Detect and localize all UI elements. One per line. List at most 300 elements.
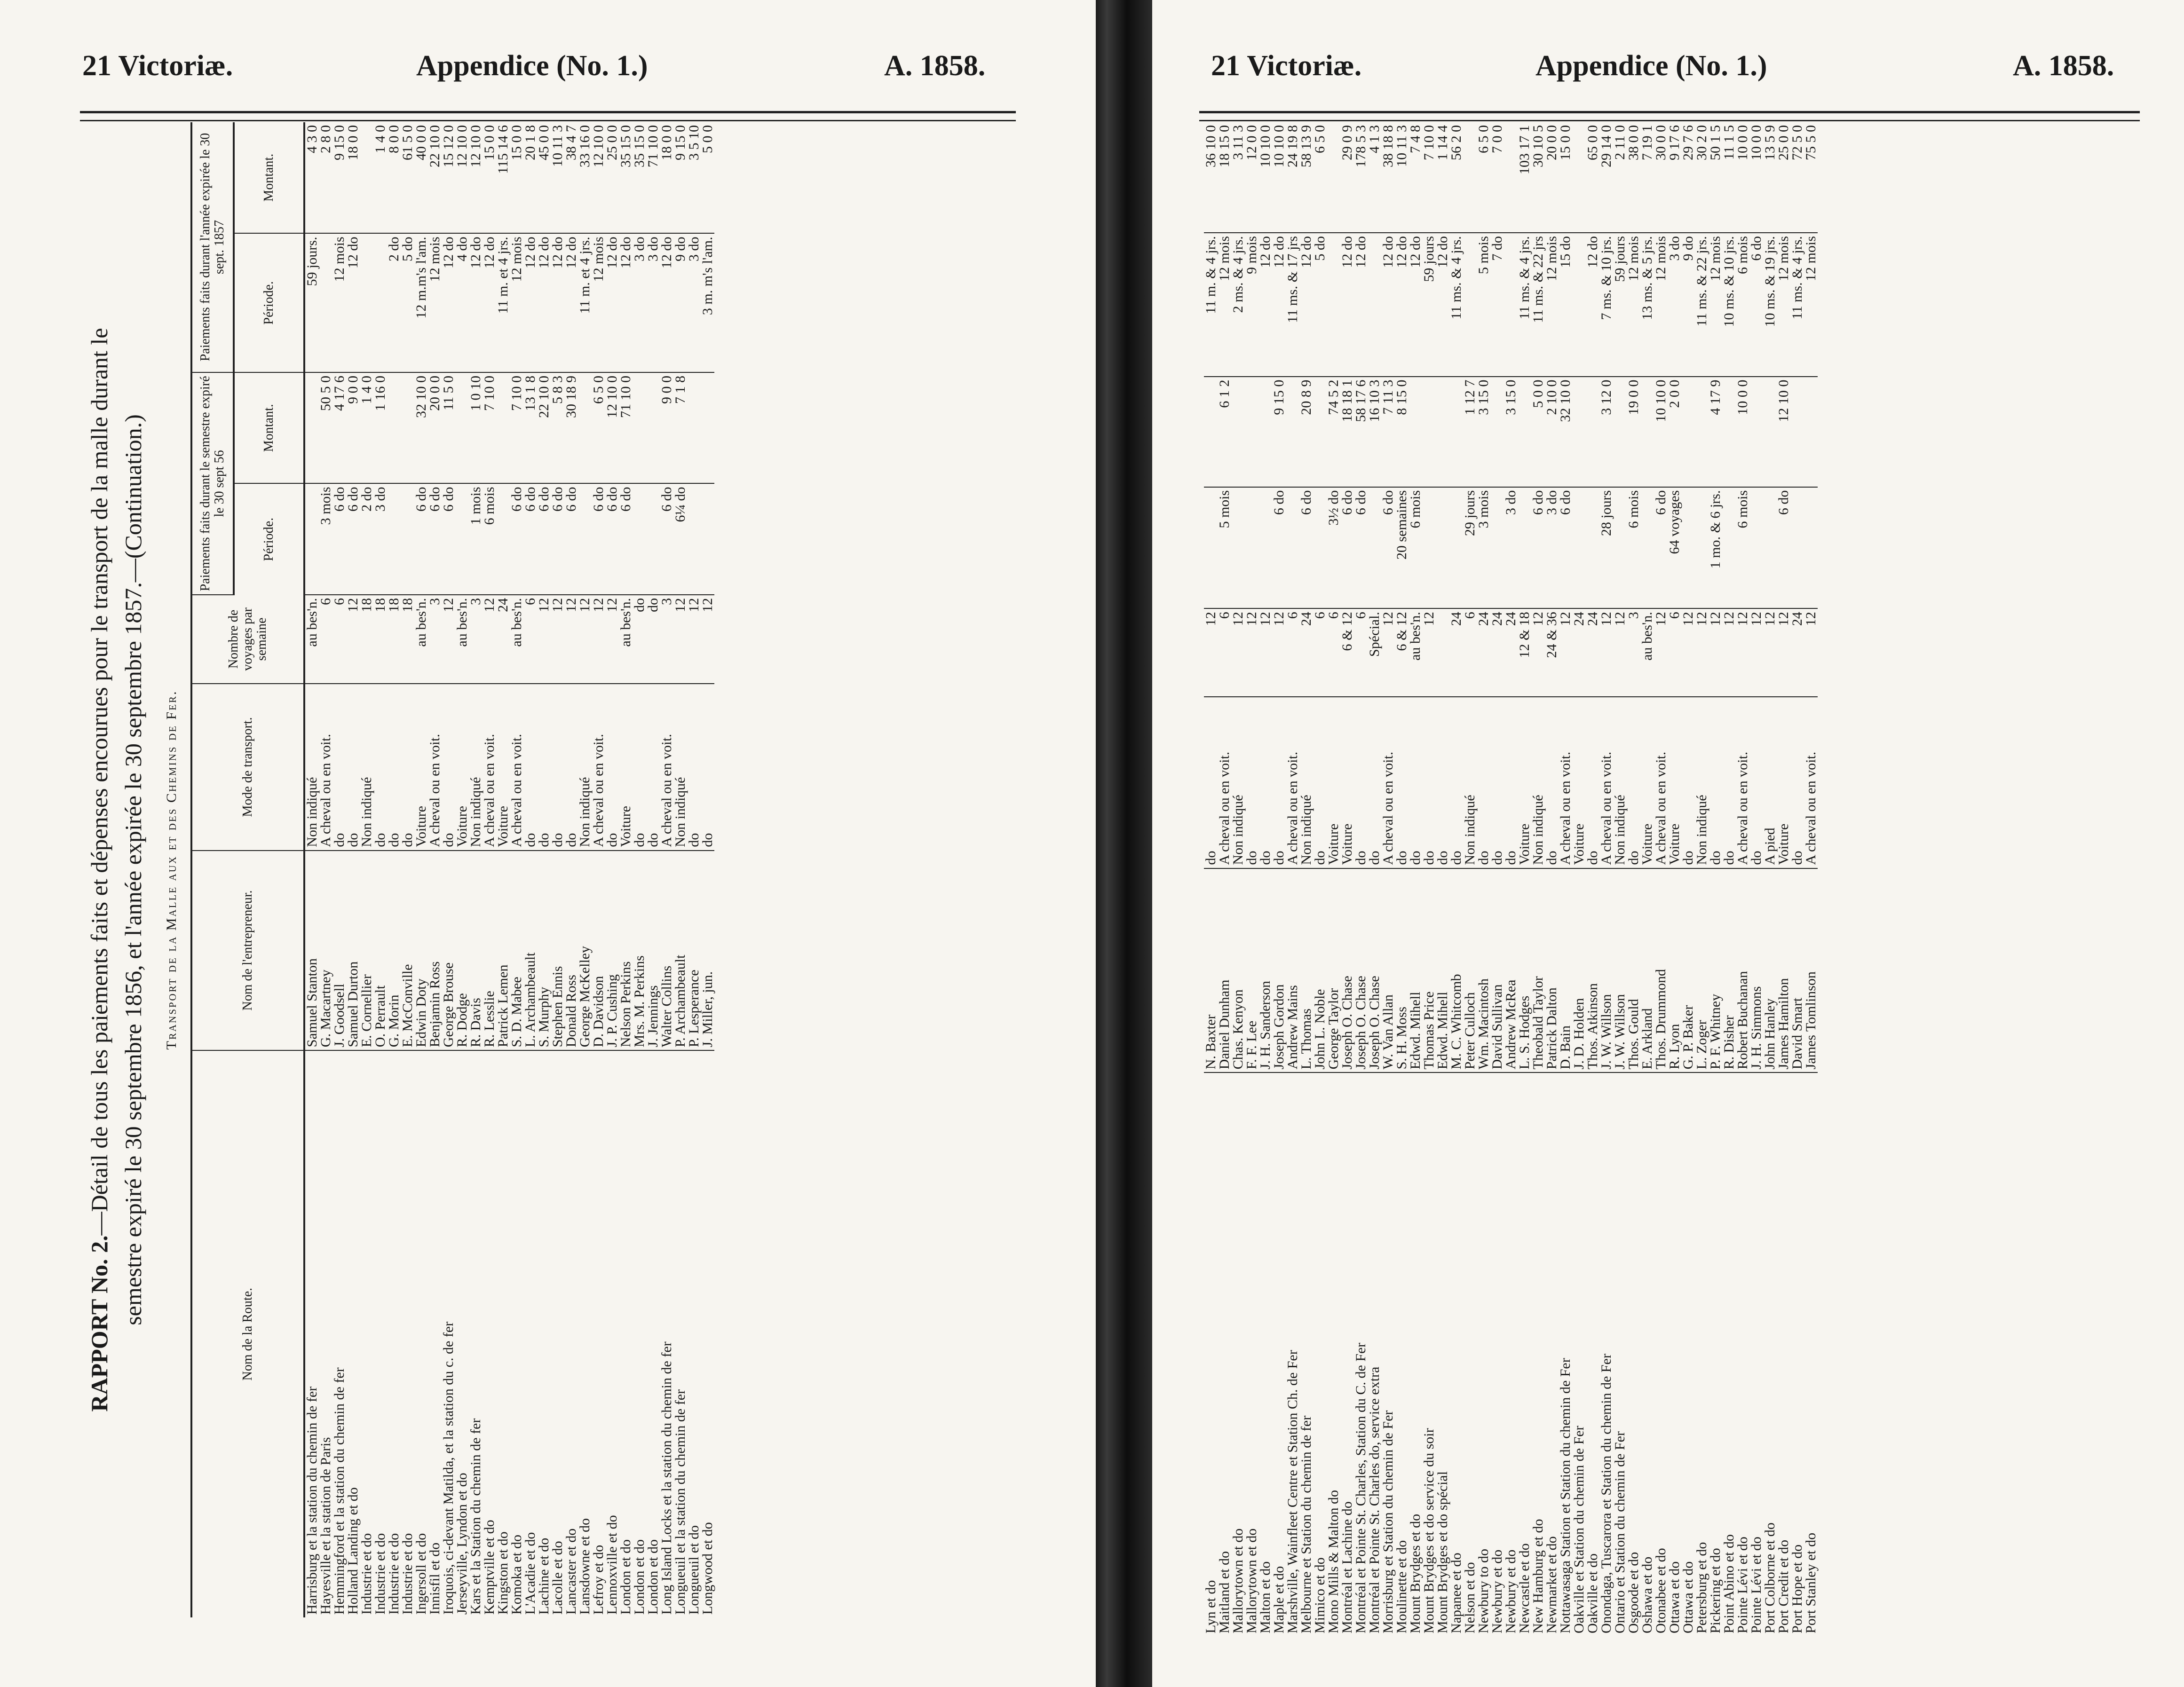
mode-cell: do xyxy=(523,684,537,851)
contractor-cell: L. S. Hodges xyxy=(1518,868,1531,1073)
year-amount-cell: 7 19 1 xyxy=(1640,122,1654,233)
route-cell: Longueuil et do xyxy=(686,1525,702,1615)
semester-amount-cell xyxy=(1749,377,1763,487)
route-cell: Port Colborne et do xyxy=(1762,1522,1778,1633)
route-cell: Nelson et do xyxy=(1462,1562,1478,1633)
route-cell: Ingersoll et do xyxy=(413,1533,429,1615)
route-cell: Industrie et do xyxy=(359,1533,374,1615)
route-cell: Mono Mills & Malton do xyxy=(1326,1490,1341,1633)
semester-amount-cell: 9 0 0 xyxy=(346,372,360,483)
route-cell: L'Acadie et do xyxy=(522,1532,538,1615)
route-cell: Montréal et Lachine do xyxy=(1339,1501,1355,1633)
contractor-cell: E. McConville xyxy=(401,851,414,1051)
mode-cell: Voiture xyxy=(1518,697,1531,868)
year-amount-cell: 3 5 10 xyxy=(687,122,701,233)
semester-amount-cell: 1 12 7 xyxy=(1463,377,1477,487)
year-period-cell: 12 mois xyxy=(1218,233,1231,377)
mode-cell: Voiture xyxy=(619,684,633,851)
mode-cell: do xyxy=(1368,697,1381,868)
route-cell: Ottawa et do xyxy=(1680,1561,1696,1633)
route-cell: Newcastle et do xyxy=(1517,1543,1532,1633)
semester-amount-cell: 4 17 6 xyxy=(332,372,346,483)
route-cell: Mallorytown et do xyxy=(1230,1528,1246,1633)
contractor-cell: Samuel Durton xyxy=(346,851,360,1051)
trips-cell: 12 xyxy=(442,595,455,684)
year-period-cell: 9 mois xyxy=(1245,233,1258,377)
semester-period-cell: 6 do xyxy=(442,483,455,594)
table-row xyxy=(619,122,633,1617)
semester-amount-cell: 12 10 0 xyxy=(605,372,619,483)
contractor-cell: George Brouse xyxy=(442,851,455,1051)
semester-amount-cell: 20 8 9 xyxy=(1299,377,1313,487)
trips-cell: 24 & 36 xyxy=(1545,608,1559,697)
semester-amount-cell xyxy=(496,372,510,483)
year-amount-cell xyxy=(1504,122,1518,233)
trips-cell: 18 xyxy=(373,595,387,684)
semester-period-cell: 6 do xyxy=(660,483,673,594)
mode-cell: A cheval ou en voit. xyxy=(1599,697,1613,868)
mode-cell: Non indiqué xyxy=(469,684,483,851)
year-period-cell: 11 ms. & 4 jrs. xyxy=(1790,233,1804,377)
trips-cell: 6 xyxy=(1327,608,1340,697)
semester-amount-cell: 11 5 0 xyxy=(442,372,455,483)
semester-amount-cell xyxy=(387,372,401,483)
contractor-cell: R. Lesslie xyxy=(483,851,496,1051)
semester-period-cell: 6 do xyxy=(1299,487,1313,609)
year-amount-cell: 24 19 8 xyxy=(1286,122,1299,233)
col-period-1: Période. xyxy=(234,483,304,594)
trips-cell: 6 xyxy=(1354,608,1368,697)
mode-cell: do xyxy=(442,684,455,851)
title-line-1: —Détail de tous les paiements faits et dépenses encourues pour le transport de la malle durant le xyxy=(86,328,112,1236)
semester-period-cell xyxy=(1790,487,1804,609)
year-amount-cell: 6 5 0 xyxy=(1313,122,1327,233)
year-amount-cell: 8 0 0 xyxy=(387,122,401,233)
semester-period-cell: 1 mois xyxy=(469,483,483,594)
trips-cell: 12 xyxy=(1272,608,1286,697)
table-row xyxy=(401,122,414,1617)
contractor-cell: E. Cornellier xyxy=(360,851,373,1051)
route-cell: New Hamburg et do xyxy=(1530,1519,1546,1633)
contractor-cell: John Hanley xyxy=(1763,868,1777,1073)
year-period-cell: 12 m.m's l'am. xyxy=(414,233,428,372)
year-period-cell: 9 do xyxy=(1681,233,1695,377)
semester-amount-cell: 13 1 8 xyxy=(523,372,537,483)
semester-period-cell xyxy=(401,483,414,594)
route-cell: Lefroy et do xyxy=(591,1545,606,1615)
table-row xyxy=(1763,122,1777,1636)
trips-cell xyxy=(1436,608,1449,697)
mode-cell: A cheval ou en voit. xyxy=(510,684,523,851)
route-cell: Oakville et do xyxy=(1585,1553,1600,1633)
table-row xyxy=(1518,122,1531,1636)
year-period-cell: 11 ms. & 17 jrs xyxy=(1286,233,1299,377)
contractor-cell: Joseph O. Chase xyxy=(1368,868,1381,1073)
contractor-cell: Joseph O. Chase xyxy=(1340,868,1354,1073)
table-row xyxy=(1218,122,1231,1636)
mode-cell: Non indiqué xyxy=(1531,697,1545,868)
trips-cell: 24 xyxy=(1504,608,1518,697)
semester-amount-cell: 74 5 2 xyxy=(1327,377,1340,487)
contractor-cell: S. Murphy xyxy=(537,851,551,1051)
route-cell: Newbury to do xyxy=(1476,1549,1491,1633)
year-period-cell: 12 do xyxy=(1340,233,1354,377)
running-head-left xyxy=(0,45,1096,87)
semester-period-cell xyxy=(1763,487,1777,609)
semester-amount-cell: 30 18 9 xyxy=(564,372,578,483)
table-row xyxy=(1709,122,1722,1636)
year-amount-cell: 58 13 9 xyxy=(1299,122,1313,233)
route-cell: London et do xyxy=(632,1539,647,1615)
table-row xyxy=(1286,122,1299,1636)
mode-cell: Voiture xyxy=(496,684,510,851)
year-amount-cell: 10 10 0 xyxy=(1258,122,1272,233)
trips-cell: 6 & 12 xyxy=(1395,608,1409,697)
semester-period-cell: 6 mois xyxy=(1627,487,1640,609)
contractor-cell: Theobald Taylor xyxy=(1531,868,1545,1073)
semester-amount-cell: 32 10 0 xyxy=(1559,377,1572,487)
semester-amount-cell: 7 10 0 xyxy=(510,372,523,483)
contractor-cell: J. W. Willson xyxy=(1613,868,1627,1073)
table-row xyxy=(523,122,537,1617)
year-period-cell: 12 mois xyxy=(1709,233,1722,377)
mode-cell: A pied xyxy=(1763,697,1777,868)
table-row xyxy=(1395,122,1409,1636)
mode-cell: do xyxy=(1354,697,1368,868)
year-amount-cell: 103 17 1 xyxy=(1518,122,1531,233)
semester-period-cell xyxy=(1572,487,1586,609)
table-row xyxy=(469,122,483,1617)
trips-cell: 12 xyxy=(1722,608,1736,697)
route-cell: Mount Brydges et do spécial xyxy=(1435,1471,1450,1633)
table-row xyxy=(660,122,673,1617)
semester-amount-cell: 3 15 0 xyxy=(1504,377,1518,487)
semester-amount-cell: 50 5 0 xyxy=(319,372,332,483)
mode-cell: Non indiqué xyxy=(673,684,687,851)
mode-cell: do xyxy=(401,684,414,851)
mode-cell: Non indiqué xyxy=(1463,697,1477,868)
book-gutter xyxy=(1096,0,1152,1687)
contractor-cell: Thos. Gould xyxy=(1627,868,1640,1073)
contractor-cell: P. F. Whitney xyxy=(1709,868,1722,1073)
year-amount-cell: 45 0 0 xyxy=(537,122,551,233)
trips-cell: 12 xyxy=(1736,608,1749,697)
semester-period-cell: 3 mois xyxy=(1477,487,1490,609)
table-row xyxy=(1299,122,1313,1636)
semester-amount-cell xyxy=(1245,377,1258,487)
contractor-cell: L. Zoger xyxy=(1695,868,1709,1073)
table-row xyxy=(510,122,523,1617)
year-amount-cell: 115 14 6 xyxy=(496,122,510,233)
table-row xyxy=(646,122,660,1617)
mode-cell: do xyxy=(1790,697,1804,868)
semester-amount-cell xyxy=(1449,377,1463,487)
route-cell: Mallorytown et do xyxy=(1244,1528,1259,1633)
right-page xyxy=(1152,0,2184,1687)
contractor-cell: Edwd. Mihell xyxy=(1436,868,1449,1073)
mode-cell: Voiture xyxy=(1668,697,1681,868)
trips-cell: au bes'n. xyxy=(1640,608,1654,697)
year-amount-cell: 12 0 0 xyxy=(1245,122,1258,233)
year-period-cell: 3 do xyxy=(687,233,701,372)
year-period-cell: 13 ms. & 5 jrs. xyxy=(1640,233,1654,377)
mode-cell: A cheval ou en voit. xyxy=(319,684,332,851)
year-amount-cell: 29 7 6 xyxy=(1681,122,1695,233)
semester-amount-cell xyxy=(646,372,660,483)
table-row xyxy=(1313,122,1327,1636)
semester-amount-cell xyxy=(1518,377,1531,487)
year-amount-cell: 72 5 0 xyxy=(1790,122,1804,233)
year-amount-cell: 2 8 0 xyxy=(319,122,332,233)
mail-transport-table-right xyxy=(1204,122,1818,1636)
route-cell: Nottawasaga Station et Station du chemin de Fer xyxy=(1558,1358,1573,1633)
route-cell: Lyn et do xyxy=(1203,1580,1219,1633)
mode-cell: do xyxy=(605,684,619,851)
semester-period-cell: 6 do xyxy=(414,483,428,594)
mode-cell: A cheval ou en voit. xyxy=(1286,697,1299,868)
year-amount-cell: 12 10 0 xyxy=(469,122,483,233)
semester-amount-cell xyxy=(1695,377,1709,487)
mode-cell: do xyxy=(551,684,564,851)
contractor-cell: Robert Buchanan xyxy=(1736,868,1749,1073)
contractor-cell: J. Jennings xyxy=(646,851,660,1051)
trips-cell: 18 xyxy=(387,595,401,684)
year-period-cell xyxy=(373,233,387,372)
contractor-cell: John L. Noble xyxy=(1313,868,1327,1073)
contractor-cell: George McKelley xyxy=(578,851,592,1051)
mode-cell: do xyxy=(1272,697,1286,868)
year-period-cell: 11 m. et 4 jrs. xyxy=(496,233,510,372)
year-period-cell: 12 do xyxy=(1272,233,1286,377)
semester-amount-cell: 12 10 0 xyxy=(1777,377,1790,487)
year-amount-cell: 15 0 0 xyxy=(510,122,523,233)
semester-period-cell xyxy=(304,483,319,594)
semester-amount-cell: 8 15 0 xyxy=(1395,377,1409,487)
semester-period-cell: 6¼ do xyxy=(673,483,687,594)
route-cell: Newbury et do xyxy=(1503,1549,1519,1633)
contractor-cell: R. Dodge xyxy=(455,851,469,1051)
table-row xyxy=(1790,122,1804,1636)
rotated-table-left xyxy=(82,122,1016,1617)
col-trips: Nombre de voyages par semaine xyxy=(191,595,304,684)
trips-cell: 12 xyxy=(1763,608,1777,697)
year-amount-cell: 36 10 0 xyxy=(1204,122,1218,233)
semester-amount-cell: 20 0 0 xyxy=(428,372,442,483)
semester-period-cell xyxy=(1204,487,1218,609)
section-subtitle: Transport de la Malle aux et des Chemins de Fer. xyxy=(164,690,179,1050)
semester-amount-cell: 9 15 0 xyxy=(1272,377,1286,487)
table-row xyxy=(1736,122,1749,1636)
year-amount-cell xyxy=(1463,122,1477,233)
semester-amount-cell xyxy=(1409,377,1422,487)
rotated-table-right xyxy=(1204,122,2140,1636)
year-amount-cell xyxy=(1327,122,1340,233)
semester-amount-cell xyxy=(1490,377,1504,487)
contractor-cell: James Tomlinson xyxy=(1804,868,1818,1073)
mode-cell: A cheval ou en voit. xyxy=(592,684,605,851)
route-cell: Port Credit et do xyxy=(1776,1539,1791,1633)
trips-cell: 24 xyxy=(1449,608,1463,697)
contractor-cell: Benjamin Ross xyxy=(428,851,442,1051)
header-session-right: 21 Victoriæ. xyxy=(1211,50,1362,82)
route-cell: Pointe Lévi et do xyxy=(1749,1537,1764,1633)
route-cell: Industrie et do xyxy=(372,1533,388,1615)
route-cell: Lachine et do xyxy=(536,1537,552,1615)
year-period-cell: 12 do xyxy=(483,233,496,372)
semester-period-cell: 6 do xyxy=(428,483,442,594)
mode-cell: do xyxy=(1422,697,1436,868)
table-row xyxy=(1531,122,1545,1636)
trips-cell: Spécial. xyxy=(1368,608,1381,697)
semester-amount-cell xyxy=(401,372,414,483)
trips-cell: 24 xyxy=(1477,608,1490,697)
trips-cell: 12 xyxy=(592,595,605,684)
semester-amount-cell: 19 0 0 xyxy=(1627,377,1640,487)
year-amount-cell: 178 5 3 xyxy=(1354,122,1368,233)
trips-cell: 12 xyxy=(564,595,578,684)
trips-cell: 12 xyxy=(551,595,564,684)
mode-cell: do xyxy=(646,684,660,851)
year-amount-cell: 2 11 0 xyxy=(1613,122,1627,233)
semester-period-cell: 6 do xyxy=(1354,487,1368,609)
contractor-cell: Daniel Dunham xyxy=(1218,868,1231,1073)
table-row xyxy=(1422,122,1436,1636)
semester-period-cell: 6 do xyxy=(332,483,346,594)
year-amount-cell xyxy=(1572,122,1586,233)
trips-cell: 18 xyxy=(401,595,414,684)
contractor-cell: L. Archambeault xyxy=(523,851,537,1051)
mail-transport-table-left xyxy=(190,122,714,1617)
mode-cell: do xyxy=(373,684,387,851)
table-row xyxy=(455,122,469,1617)
year-period-cell: 10 ms. & 19 jrs. xyxy=(1763,233,1777,377)
trips-cell: do xyxy=(646,595,660,684)
semester-amount-cell xyxy=(1313,377,1327,487)
semester-period-cell: 29 jours xyxy=(1463,487,1477,609)
table-row xyxy=(414,122,428,1617)
contractor-cell: Mrs. M. Perkins xyxy=(633,851,646,1051)
route-cell: Industrie et do xyxy=(400,1533,415,1615)
mode-cell: do xyxy=(1722,697,1736,868)
trips-cell: 12 xyxy=(1804,608,1818,697)
contractor-cell: Donald Ross xyxy=(564,851,578,1051)
table-row xyxy=(332,122,346,1617)
mode-cell: A cheval ou en voit. xyxy=(1381,697,1395,868)
semester-amount-cell xyxy=(1436,377,1449,487)
year-period-cell xyxy=(1504,233,1518,377)
route-cell: Kingston et do xyxy=(495,1531,511,1615)
contractor-cell: R. Lyon xyxy=(1668,868,1681,1073)
contractor-cell: Nelson Perkins xyxy=(619,851,633,1051)
mode-cell: do xyxy=(564,684,578,851)
route-cell: Pointe Lévi et do xyxy=(1735,1537,1750,1633)
route-cell: Longueuil et la station du chemin de fer xyxy=(673,1389,688,1615)
year-amount-cell: 30 2 0 xyxy=(1695,122,1709,233)
year-period-cell: 12 mois xyxy=(332,233,346,372)
table-row xyxy=(1490,122,1504,1636)
contractor-cell: G. Macartney xyxy=(319,851,332,1051)
mode-cell: Voiture xyxy=(455,684,469,851)
year-period-cell: 3 do xyxy=(646,233,660,372)
col-period-2: Période. xyxy=(234,233,304,372)
table-row xyxy=(1640,122,1654,1636)
trips-cell: 12 xyxy=(1245,608,1258,697)
route-cell: Lansdowne et do xyxy=(577,1518,593,1615)
contractor-cell: Andrew McRea xyxy=(1504,868,1518,1073)
table-row xyxy=(1368,122,1381,1636)
mode-cell: A cheval ou en voit. xyxy=(660,684,673,851)
semester-amount-cell: 16 10 3 xyxy=(1368,377,1381,487)
trips-cell: 12 xyxy=(1258,608,1272,697)
route-cell: Petersburg et do xyxy=(1694,1542,1709,1633)
trips-cell: 24 xyxy=(1299,608,1313,697)
contractor-cell: George Taylor xyxy=(1327,868,1340,1073)
semester-amount-cell: 7 11 3 xyxy=(1381,377,1395,487)
report-number: RAPPORT No. 2. xyxy=(86,1235,112,1412)
trips-cell: au bes'n. xyxy=(619,595,633,684)
trips-cell: au bes'n. xyxy=(414,595,428,684)
trips-cell: do xyxy=(633,595,646,684)
trips-cell: 12 xyxy=(1749,608,1763,697)
mode-cell: Non indiqué xyxy=(1299,697,1313,868)
trips-cell: 12 xyxy=(483,595,496,684)
year-period-cell: 59 jours. xyxy=(304,233,319,372)
year-amount-cell: 65 0 0 xyxy=(1586,122,1599,233)
table-row xyxy=(346,122,360,1617)
table-row xyxy=(1586,122,1599,1636)
semester-amount-cell: 7 1 8 xyxy=(673,372,687,483)
trips-cell: 12 xyxy=(346,595,360,684)
mode-cell: do xyxy=(633,684,646,851)
mode-cell: do xyxy=(687,684,701,851)
mode-cell: Voiture xyxy=(1777,697,1790,868)
contractor-cell: L. Thomas xyxy=(1299,868,1313,1073)
semester-period-cell xyxy=(578,483,592,594)
year-period-cell: 12 do xyxy=(1436,233,1449,377)
route-cell: Ottawa et do xyxy=(1667,1561,1682,1633)
contractor-cell: S. H. Moss xyxy=(1395,868,1409,1073)
route-cell: Industrie et do xyxy=(386,1533,402,1615)
year-amount-cell: 11 1 5 xyxy=(1722,122,1736,233)
year-period-cell: 12 do xyxy=(605,233,619,372)
year-period-cell: 12 do xyxy=(523,233,537,372)
table-row xyxy=(1668,122,1681,1636)
route-cell: Hayesville et la station de Paris xyxy=(318,1437,333,1615)
year-period-cell: 5 do xyxy=(1313,233,1327,377)
year-period-cell: 10 ms. & 10 jrs. xyxy=(1722,233,1736,377)
contractor-cell: Edwd. Mihell xyxy=(1409,868,1422,1073)
year-amount-cell: 20 0 0 xyxy=(1545,122,1559,233)
semester-period-cell: 6 do xyxy=(1777,487,1790,609)
mode-cell: do xyxy=(1313,697,1327,868)
table-row xyxy=(1545,122,1559,1636)
table-row xyxy=(387,122,401,1617)
contractor-cell: R. Disher xyxy=(1722,868,1736,1073)
contractor-cell: Stephen Ennis xyxy=(551,851,564,1051)
year-amount-cell: 7 10 0 xyxy=(1422,122,1436,233)
semester-amount-cell: 3 15 0 xyxy=(1477,377,1490,487)
mode-cell: Non indiqué xyxy=(360,684,373,851)
year-period-cell: 5 mois xyxy=(1477,233,1490,377)
route-cell: Newmarket et do xyxy=(1544,1536,1559,1633)
semester-amount-cell: 1 0 10 xyxy=(469,372,483,483)
year-period-cell: 12 mois xyxy=(592,233,605,372)
semester-period-cell xyxy=(1436,487,1449,609)
table-row xyxy=(673,122,687,1617)
contractor-cell: J. W. Willson xyxy=(1599,868,1613,1073)
year-amount-cell: 38 18 8 xyxy=(1381,122,1395,233)
year-period-cell xyxy=(1572,233,1586,377)
